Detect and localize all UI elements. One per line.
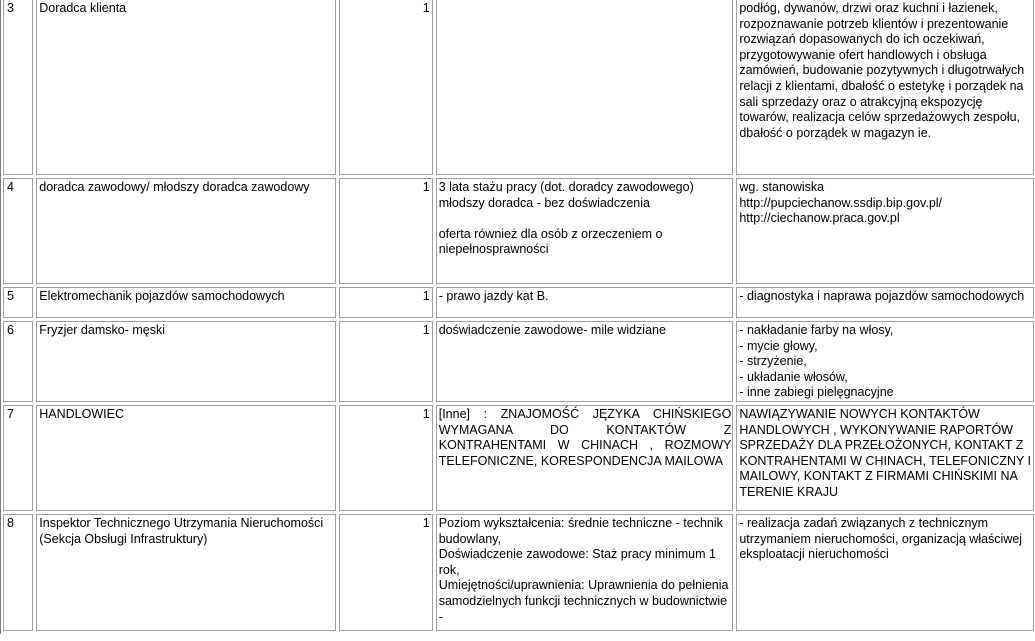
job-title: HANDLOWIEC	[36, 405, 337, 512]
duties: - diagnostyka i naprawa pojazdów samochodowych	[736, 287, 1035, 319]
duties: - realizacja zadań związanych z technicznym utrzymaniem nieruchomości, organizacją właściwej eksploatacji nieruchomości	[736, 514, 1035, 632]
table-row	[3, 0, 1035, 176]
vacancy-count: 1	[339, 287, 434, 319]
row-number: 3	[3, 0, 34, 176]
duties: NAWIĄZYWANIE NOWYCH KONTAKTÓW HANDLOWYCH , WYKONYWANIE RAPORTÓW SPRZEDAŻY DLA PRZEŁOŻONYCH, KONTAKT Z KONTRAHENTAMI W CHINACH, TELEFONICZNY I MAILOWY, KONTAKT Z FIRMAMI CHIŃSKIMI NA TERENIE KRAJU	[736, 405, 1035, 512]
duties: podłóg, dywanów, drzwi oraz kuchni i łazienek, rozpoznawanie potrzeb klientów i prezentowanie rozwiązań dopasowanych do ich oczekiwań, przygotowywanie ofert handlowych i obsługa zamówień, budowanie pozytywnych i długotrwałych relacji z klientami, dbałość o estetykę i porządek na sali sprzedaży oraz o atrakcyjną ekspozycję towarów, realizacja celów sprzedażowych zespołu, dbałość o porządek w magazyn ie.	[736, 0, 1035, 176]
vacancy-count: 1	[339, 178, 434, 285]
table-row	[3, 405, 1035, 512]
row-number: 4	[3, 178, 34, 285]
requirements	[436, 178, 735, 285]
vacancy-count: 1	[339, 321, 434, 403]
table-row	[3, 287, 1035, 319]
requirements: Poziom wykształcenia: średnie techniczne - technik budowlany, Doświadczenie zawodowe: Staż pracy minimum 1 rok, Umiejętności/uprawnienia: Uprawnienia do pełnienia samodzielnych funkcji technicznych w budownictwie -	[436, 514, 735, 632]
row-number: 5	[3, 287, 34, 319]
table-row	[3, 178, 1035, 285]
job-title: Fryzjer damsko- męski	[36, 321, 337, 403]
duties: - nakładanie farby na włosy, - mycie głowy, - strzyżenie, - układanie włosów, - inne zabiegi pielęgnacyjne	[736, 321, 1035, 403]
requirements: doświadczenie zawodowe- mile widziane	[436, 321, 735, 403]
job-title: doradca zawodowy/ młodszy doradca zawodowy	[36, 178, 337, 285]
row-number: 6	[3, 321, 34, 403]
job-title: Doradca klienta	[36, 0, 337, 176]
row-number: 7	[3, 405, 34, 512]
duties: wg. stanowiska http://pupciechanow.ssdip.bip.gov.pl/ http://ciechanow.praca.gov.pl	[736, 178, 1035, 285]
table-row	[3, 514, 1035, 632]
vacancy-count: 1	[339, 405, 434, 512]
requirements: - prawo jazdy kat B.	[436, 287, 735, 319]
requirements-experience: 3 lata stażu pracy (dot. doradcy zawodowego) młodszy doradca - bez doświadczenia	[438, 180, 694, 210]
job-title: Elektromechanik pojazdów samochodowych	[36, 287, 337, 319]
job-title: Inspektor Technicznego Utrzymania Nieruchomości (Sekcja Obsługi Infrastruktury)	[36, 514, 337, 632]
table-row	[3, 321, 1035, 403]
row-number: 8	[3, 514, 34, 632]
vacancy-count: 1	[339, 514, 434, 632]
requirements: [Inne] : ZNAJOMOŚĆ JĘZYKA CHIŃSKIEGO WYMAGANA DO KONTAKTÓW Z KONTRAHENTAMI W CHINACH , ROZMOWY TELEFONICZNE, KORESPONDENCJA MAILOWA	[436, 405, 735, 512]
requirements	[436, 0, 735, 176]
vacancy-count: 1	[339, 0, 434, 176]
requirements-disability-note: oferta również dla osób z orzeczeniem o niepełnosprawności	[438, 226, 663, 257]
